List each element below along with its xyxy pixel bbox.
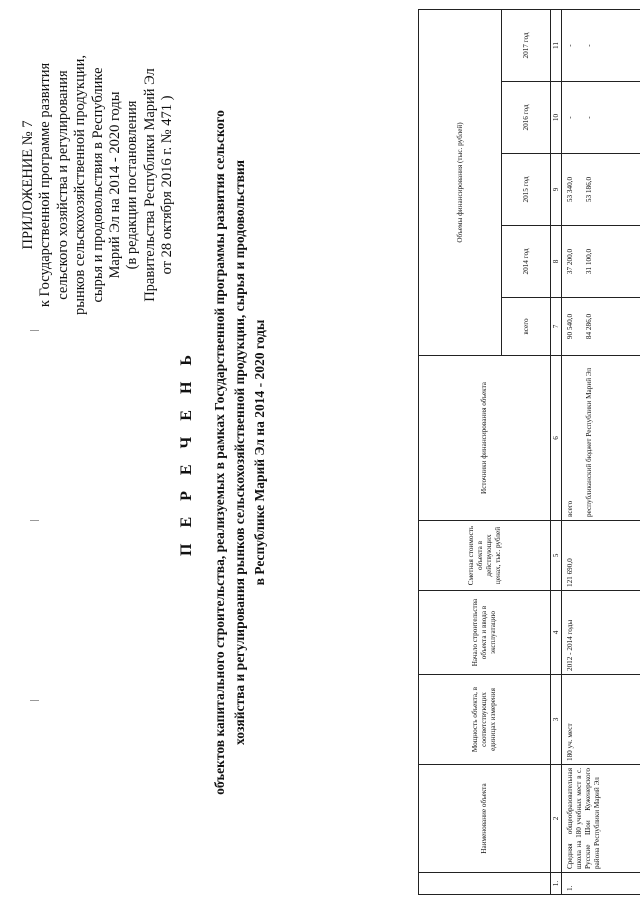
funding-value: 53 186,0: [585, 176, 593, 203]
funding-2015: [562, 154, 640, 226]
header-source: Источники финансирования объекта: [419, 356, 551, 521]
column-number: 2: [551, 765, 562, 873]
funding-value: 31 100,0: [585, 248, 593, 275]
funding-value: 84 286,0: [585, 313, 593, 340]
header-capacity: Мощность объекта, в соответствующих единицах измерения: [419, 675, 551, 765]
appendix-line: от 28 октября 2016 г. № 471 ): [159, 95, 176, 275]
column-number-row: [551, 9, 562, 894]
appendix-line: к Государственной программе развития: [37, 62, 54, 308]
appendix-line: сельского хозяйства и регулирования: [54, 70, 71, 300]
source-label: республиканский бюджет Республики Марий Эл: [585, 367, 593, 517]
funding-sources: [562, 356, 640, 521]
funding-value: 53 340,0: [566, 176, 574, 203]
document-subtitle: [210, 0, 270, 905]
column-number: 3: [551, 675, 562, 765]
column-number: 4: [551, 591, 562, 675]
column-number: 11: [551, 9, 562, 81]
funding-value: 37 200,0: [566, 248, 574, 275]
header-financing: Объемы финансирования (тыс. рублей): [419, 9, 502, 355]
column-number: 10: [551, 82, 562, 154]
source-label: всего: [566, 500, 574, 517]
scan-mark: [30, 700, 39, 701]
object-cost: 121 690,0: [562, 521, 640, 591]
subtitle-line: хозяйства и регулирования рынков сельскохозяйственной продукции, сырья и продовольствия: [232, 160, 247, 745]
header-cost: Сметная стоимость объекта в действующих ценах, тыс. рублей: [419, 521, 551, 591]
funding-2014: [562, 226, 640, 298]
object-capacity: 180 уч. мест: [562, 675, 640, 765]
scan-mark: [30, 330, 39, 331]
header-row: [419, 9, 502, 894]
appendix-line: Правительства Республики Марий Эл: [141, 68, 158, 302]
appendix-block: [20, 10, 177, 360]
funding-value: -: [566, 116, 574, 119]
column-number: 7: [551, 298, 562, 356]
funding-2017: [562, 9, 640, 81]
appendix-line: ПРИЛОЖЕНИЕ № 7: [20, 120, 36, 250]
appendix-line: сырья и продовольствия в Республике: [89, 67, 106, 303]
funding-value: 90 540,0: [566, 313, 574, 340]
subtitle-line: в Республике Марий Эл на 2014 - 2020 годы: [252, 319, 267, 586]
funding-value: -: [566, 44, 574, 47]
header-name: Наименование объекта: [419, 765, 551, 873]
column-number: 6: [551, 356, 562, 521]
column-number: 5: [551, 521, 562, 591]
header-year: 2016 год: [502, 82, 551, 154]
document-title: П Е Р Е Ч Е Н Ь: [178, 349, 195, 556]
column-number: 9: [551, 154, 562, 226]
object-period: 2012 - 2014 годы: [562, 591, 640, 675]
header-year: 2017 год: [502, 9, 551, 81]
funding-value: -: [585, 116, 593, 119]
appendix-line: (в редакции постановления: [124, 100, 141, 270]
row-number: 1.: [562, 873, 640, 895]
header-year: 2015 год: [502, 154, 551, 226]
objects-table: [418, 9, 640, 895]
appendix-line: Марий Эл на 2014 - 2020 годы: [107, 91, 124, 279]
header-total: всего: [502, 298, 551, 356]
header-start: Начало строительства объекта и ввода в эксплуатацию: [419, 591, 551, 675]
object-name: Средняя общеобразовательная школа на 180 учебных мест в с. Русские Шои Куженерского района Республики Марий Эл: [562, 765, 640, 873]
funding-2016: [562, 82, 640, 154]
header-year: 2014 год: [502, 226, 551, 298]
scan-mark: [30, 520, 39, 521]
funding-value: -: [585, 44, 593, 47]
column-number: 1.: [551, 873, 562, 895]
table-row: [562, 9, 640, 894]
appendix-line: рынков сельскохозяйственной продукции,: [72, 55, 89, 315]
column-number: 8: [551, 226, 562, 298]
funding-total: [562, 298, 640, 356]
subtitle-line: объектов капитального строительства, реализуемых в рамках Государственной программы развития сельского: [212, 110, 227, 795]
